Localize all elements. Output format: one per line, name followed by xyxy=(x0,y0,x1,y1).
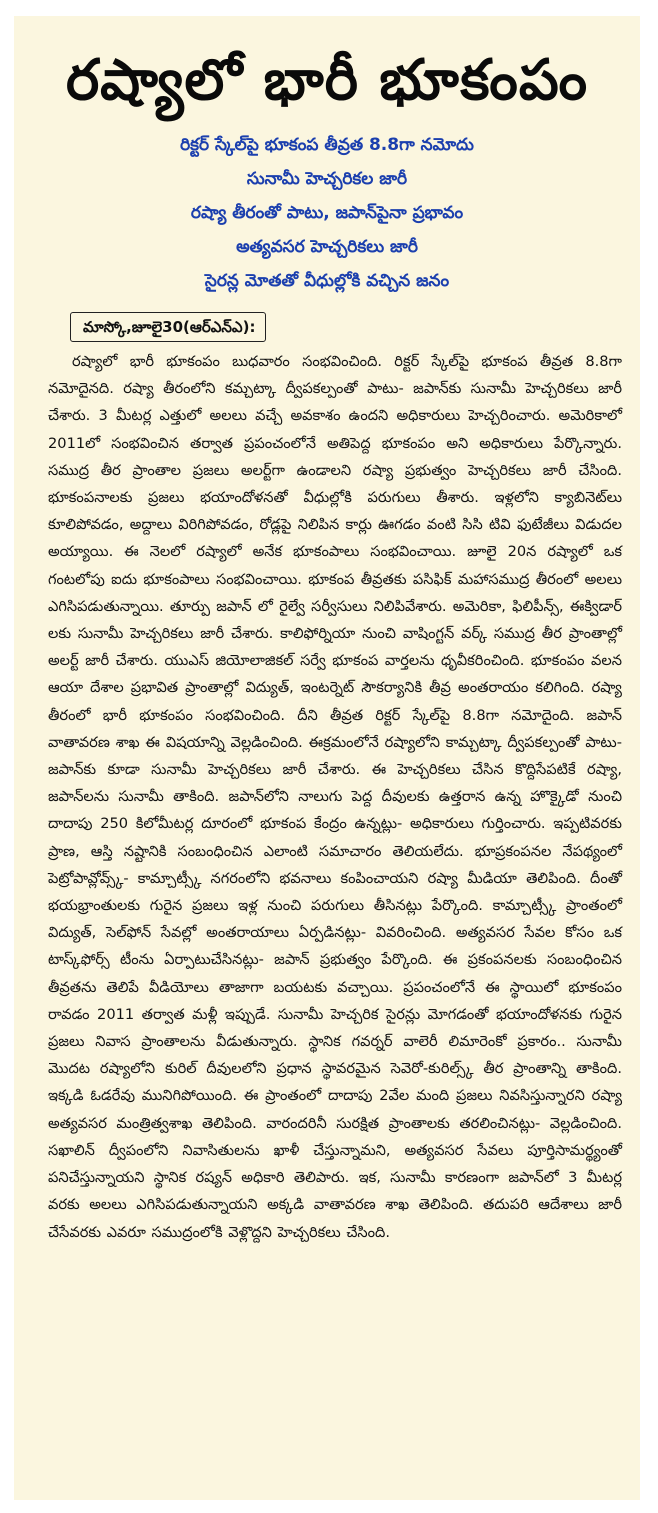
subheadline-item: సైరన్ల మోతతో వీధుల్లోకి వచ్చిన జనం xyxy=(204,271,450,291)
headline: రష్యాలో భారీ భూకంపం xyxy=(65,48,589,113)
subheadline-item: అత్యవసర హెచ్చరికలు జారీ xyxy=(236,237,418,257)
article-panel xyxy=(14,16,640,1500)
dateline: మాస్కో,జూలై30(ఆర్ఎన్ఎ): xyxy=(70,312,266,342)
subheadline-item: సునామీ హెచ్చరికల జారీ xyxy=(246,169,408,189)
subheadline-item: రష్యా తీరంతో పాటు, జపాన్‌పైనా ప్రభావం xyxy=(190,203,464,223)
subheadline-list xyxy=(14,128,640,298)
subheadline-item: రిక్టర్ స్కేల్‌పై భూకంప తీవ్రత 8.8గా నమోదు xyxy=(180,135,474,155)
article-body: రష్యాలో భారీ భూకంపం బుధవారం సంభవించింది. రిక్టర్ స్కేల్‌పై భూకంప తీవ్రత 8.8గా నమోదైనది. రష్యా తీరంలోని కమ్చట్కా ద్వీపకల్పంతో పాటు- జపాన్‌కు సునామీ హెచ్చరికలు జారీ చేశారు. 3 మీటర్ల ఎత్తులో అలలు వచ్చే అవకాశం ఉందని అధికారులు హెచ్చరించారు. అమెరికాలో 2011లో సంభవించిన తర్వాత ప్రపంచంలోనే అతిపెద్ద భూకంపం అని అధికారులు పేర్కొన్నారు. సముద్ర తీర ప్రాంతాల ప్రజలు అలర్ట్‌గా ఉండాలని రష్యా ప్రభుత్వం హెచ్చరికలు జారీ చేసింది. భూకంపనాలకు ప్రజలు భయాందోళనతో వీధుల్లోకి పరుగులు తీశారు. ఇళ్లలోని క్యాబినెట్‌లు కూలిపోవడం, అద్దాలు విరిగిపోవడం, రోడ్లపై నిలిపిన కార్లు ఊగడం వంటి సిసి టివి ఫుటేజీలు విడుదల అయ్యాయి. ఈ నెలలో రష్యాలో అనేక భూకంపాలు సంభవించాయి. జూలై 20న రష్యాలో ఒక గంటలోపు ఐదు భూకంపాలు సంభవించాయి. భూకంప తీవ్రతకు పసిఫిక్ మహాసముద్ర తీరంలో అలలు ఎగిసిపడుతున్నాయి. తూర్పు జపాన్ లో రైల్వే సర్వీసులు నిలిపివేశారు. అమెరికా, ఫిలిపీన్స్, ఈక్విడార్ లకు సునామీ హెచ్చరికలు జారీ చేశారు. కాలిఫోర్నియా నుంచి వాషింగ్టన్ వర్క్ సముద్ర తీర ప్రాంతాల్లో అలర్ట్ జారీ చేశారు. యుఎస్ జియోలాజికల్ సర్వే భూకంప వార్తలను ధృవీకరించింది. భూకంపం వలన ఆయా దేశాల ప్రభావిత ప్రాంతాల్లో విద్యుత్, ఇంటర్నెట్ సౌకర్యానికి తీవ్ర అంతరాయం కలిగింది. రష్యా తీరంలో భారీ భూకంపం సంభవించింది. దీని తీవ్రత రిక్టర్ స్కేల్‌పై 8.8గా నమోదైంది. జపాన్ వాతావరణ శాఖ ఈ విషయాన్ని వెల్లడించింది. ఈక్రమంలోనే రష్యాలోని కామ్చట్కా ద్వీపకల్పంతో పాటు- జపాన్‌కు కూడా సునామీ హెచ్చరికలు జారీ చేశారు. ఈ హెచ్చరికలు చేసిన కొద్దిసేపటికే రష్యా, జపాన్‌లను సునామీ తాకింది. జపాన్‌లోని నాలుగు పెద్ద దీవులకు ఉత్తరాన ఉన్న హొక్కైడో నుంచి దాదాపు 250 కిలోమీటర్ల దూరంలో భూకంప కేంద్రం ఉన్నట్లు- అధికారులు గుర్తించారు. ఇప్పటివరకు ప్రాణ, ఆస్తి నష్టానికి సంబంధించిన ఎలాంటి సమాచారం తెలియలేదు. భూప్రకంపనల నేపథ్యంలో పెట్రోపావ్లోవ్స్క్- కామ్చాట్స్కీ నగరంలోని భవనాలు కంపించాయని రష్యా మీడియా తెలిపింది. దీంతో భయభ్రాంతులకు గురైన ప్రజలు ఇళ్ల నుంచి పరుగులు తీసినట్లు పేర్కొంది. కామ్చాట్స్కీ ప్రాంతంలో విద్యుత్, సెల్‌ఫోన్ సేవల్లో అంతరాయాలు ఏర్పడినట్లు- వివరించింది. అత్యవసర సేవల కోసం ఒక టాస్క్‌ఫోర్స్ టీంను ఏర్పాటుచేసినట్లు- జపాన్ ప్రభుత్వం పేర్కొంది. ఈ ప్రకంపనలకు సంబంధించిన తీవ్రతను తెలిపే వీడియోలు తాజాగా బయటకు వచ్చాయి. ప్రపంచంలోనే ఈ స్థాయిలో భూకంపం రావడం 2011 తర్వాత మళ్లీ ఇప్పుడే. సునామీ హెచ్చరిక సైరన్లు మోగడంతో భయాందోళనకు గురైన ప్రజలు నివాస ప్రాంతాలను వీడుతున్నారు. స్థానిక గవర్నర్ వాలెరీ లిమారెంకో ప్రకారం.. సునామీ మొదట రష్యాలోని కురిల్ దీవులలోని ప్రధాన స్థావరమైన సెవెరో-కురిల్స్క్ తీర ప్రాంతాన్ని తాకింది. ఇక్కడి ఓడరేవు మునిగిపోయింది. ఈ ప్రాంతంలో దాదాపు 2వేల మంది ప్రజలు నివసిస్తున్నారని రష్యా అత్యవసర మంత్రిత్వశాఖ తెలిపింది. వారందరినీ సురక్షిత ప్రాంతాలకు తరలించినట్లు- వెల్లడించింది. సఖాలిన్ ద్వీపంలోని నివాసితులను ఖాళీ చేస్తున్నామని, అత్యవసర సేవలు పూర్తిసామర్థ్యంతో పనిచేస్తున్నాయని స్థానిక రష్యన్ అధికారి తెలిపారు. ఇక, సునామీ కారణంగా జపాన్‌లో 3 మీటర్ల వరకు అలలు ఎగిసిపడుతున్నాయని అక్కడి వాతావరణ శాఖ తెలిపింది. తదుపరి ఆదేశాలు జారీ చేసేవరకు ఎవరూ సముద్రంలోకి వెళ్లొద్దని హెచ్చరికలు చేసింది. xyxy=(48,353,622,1241)
